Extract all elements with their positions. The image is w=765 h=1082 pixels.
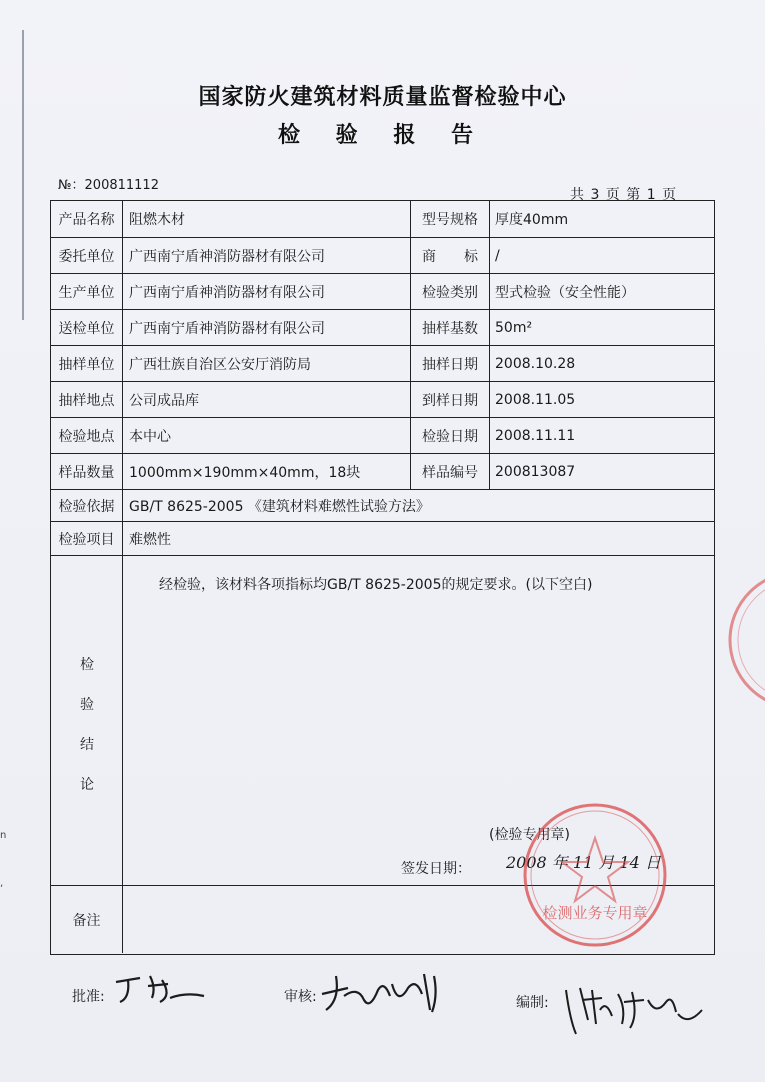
conclusion-label-char: 检 xyxy=(80,657,94,673)
compile-label: 编制: xyxy=(516,995,549,1011)
field-value: 难燃性 xyxy=(129,531,171,548)
field-value: 公司成品库 xyxy=(129,392,199,409)
field-label: 抽样单位 xyxy=(51,346,123,381)
field-value: 1000mm×190mm×40mm，18块 xyxy=(129,464,361,481)
review-signature xyxy=(318,966,448,1016)
conclusion-label xyxy=(51,556,123,885)
field-value: 50m² xyxy=(495,319,533,336)
compile-signature xyxy=(562,980,712,1040)
table-row xyxy=(51,273,714,309)
table-row xyxy=(51,201,714,237)
table-row xyxy=(51,417,714,453)
seal-text: 检测业务专用章 xyxy=(542,904,648,922)
field-label: 检验项目 xyxy=(51,522,123,555)
binding-line xyxy=(22,30,24,320)
edge-seal xyxy=(728,560,765,720)
field-value: 本中心 xyxy=(129,428,171,445)
table-row xyxy=(51,237,714,273)
field-value: 200813087 xyxy=(495,463,576,480)
field-label: 委托单位 xyxy=(51,238,123,273)
field-label: 样品数量 xyxy=(51,454,123,489)
margin-mark: , xyxy=(0,878,4,889)
field-value: 广西南宁盾神消防器材有限公司 xyxy=(129,320,325,337)
field-label: 到样日期 xyxy=(410,382,490,417)
conclusion-text: 经检验，该材料各项指标均GB/T 8625-2005的规定要求。(以下空白) xyxy=(159,577,593,593)
field-label: 送检单位 xyxy=(51,310,123,345)
field-label: 商 标 xyxy=(410,238,490,273)
field-value: 型式检验（安全性能） xyxy=(495,284,635,301)
margin-mark: n xyxy=(0,830,7,841)
field-label: 检验地点 xyxy=(51,418,123,453)
field-value: 2008.10.28 xyxy=(495,355,576,372)
issue-date-label: 签发日期： xyxy=(401,861,471,877)
field-label: 检验日期 xyxy=(410,418,490,453)
field-label: 型号规格 xyxy=(410,201,490,237)
field-label: 抽样地点 xyxy=(51,382,123,417)
field-value: 广西南宁盾神消防器材有限公司 xyxy=(129,284,325,301)
field-value: 2008.11.11 xyxy=(495,427,576,444)
table-row xyxy=(51,309,714,345)
field-value: 广西壮族自治区公安厅消防局 xyxy=(129,356,311,373)
issue-date-value: 2008 年 11 月 14 日 xyxy=(506,853,661,872)
field-label: 样品编号 xyxy=(410,454,490,489)
field-label: 检验类别 xyxy=(410,274,490,309)
approve-signature xyxy=(112,968,212,1008)
field-value: GB/T 8625-2005 《建筑材料难燃性试验方法》 xyxy=(129,498,430,515)
report-title: 检 验 报 告 xyxy=(278,123,487,148)
org-title: 国家防火建筑材料质量监督检验中心 xyxy=(198,85,567,110)
remarks-value xyxy=(123,886,129,953)
table-row xyxy=(51,345,714,381)
approve-label: 批准: xyxy=(72,989,105,1005)
report-number: №：200811112 xyxy=(58,178,159,193)
table-row xyxy=(51,453,714,489)
field-label: 抽样基数 xyxy=(410,310,490,345)
field-label: 产品名称 xyxy=(51,201,123,237)
stamp-label: (检验专用章) xyxy=(489,827,570,843)
conclusion-label-char: 结 xyxy=(80,737,94,753)
official-seal xyxy=(510,800,680,950)
field-label: 生产单位 xyxy=(51,274,123,309)
field-value: 厚度40mm xyxy=(495,212,569,228)
review-label: 审核: xyxy=(284,989,317,1005)
field-label: 检验依据 xyxy=(51,490,123,521)
table-row-basis xyxy=(51,489,714,521)
field-value: / xyxy=(495,247,500,264)
page-info: 共 3 页 第 1 页 xyxy=(570,187,678,203)
field-value: 阻燃木材 xyxy=(129,212,185,228)
remarks-label: 备注 xyxy=(51,886,123,953)
table-row xyxy=(51,381,714,417)
field-value: 2008.11.05 xyxy=(495,391,576,408)
field-label: 抽样日期 xyxy=(410,346,490,381)
field-value: 广西南宁盾神消防器材有限公司 xyxy=(129,248,325,265)
conclusion-label-char: 验 xyxy=(80,697,94,713)
conclusion-label-char: 论 xyxy=(80,777,94,793)
table-row-item xyxy=(51,521,714,555)
